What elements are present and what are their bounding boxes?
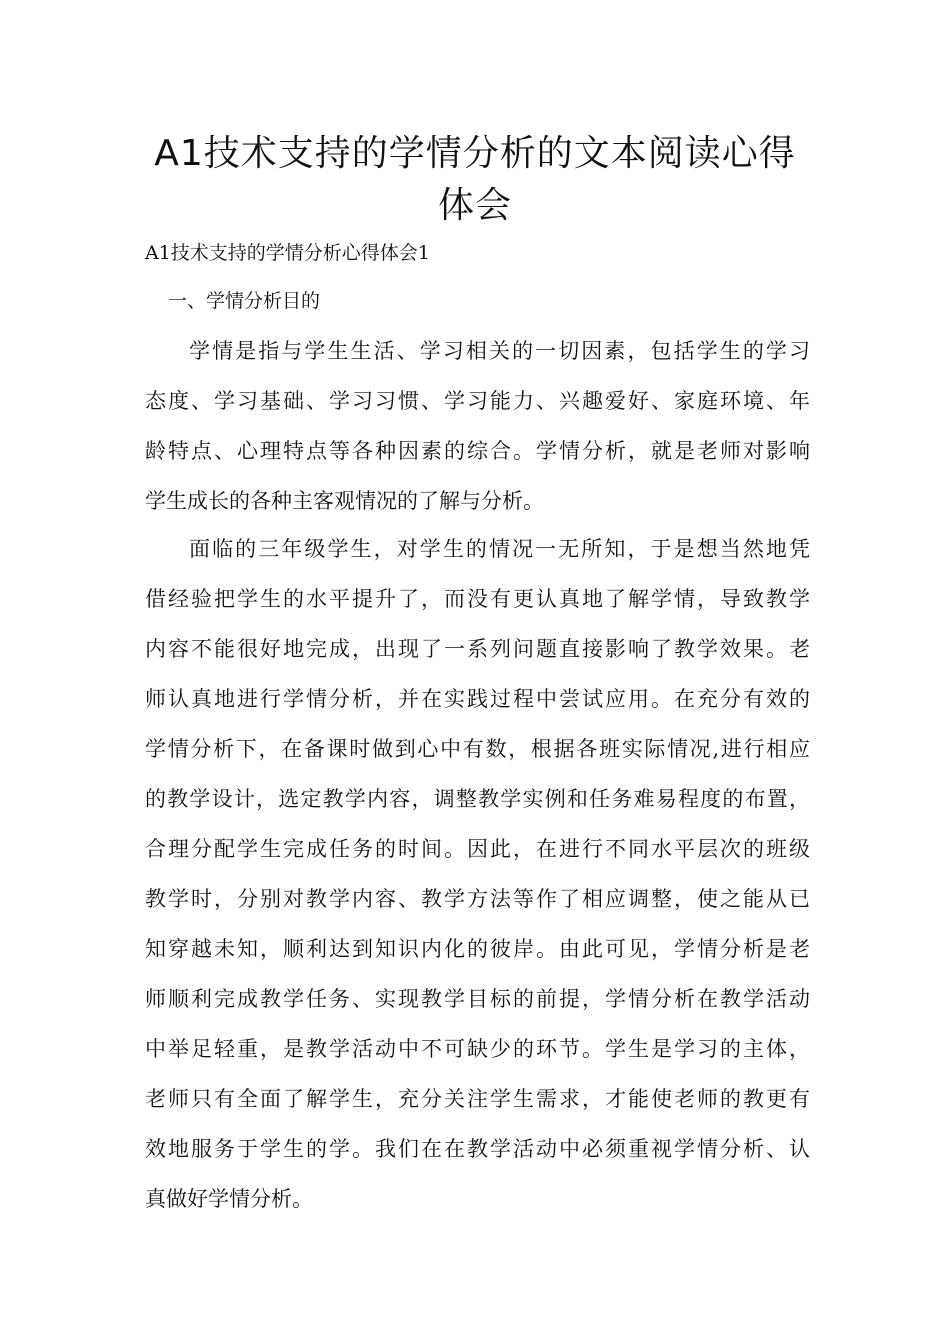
- paragraph-1: [145, 334, 810, 534]
- paragraph-line: 龄特点、心理特点等各种因素的综合。学情分析，就是老师对影响: [145, 439, 810, 463]
- section-heading: 一、学情分析目的: [168, 290, 321, 312]
- paragraph-line: 合理分配学生完成任务的时间。因此，在进行不同水平层次的班级: [145, 837, 810, 861]
- paragraph-line: 学情是指与学生生活、学习相关的一切因素，包括学生的学习: [189, 339, 810, 363]
- paragraph-line: 的教学设计，选定教学内容，调整教学实例和任务难易程度的布置，: [145, 787, 810, 811]
- paragraph-line: 效地服务于学生的学。我们在在教学活动中必须重视学情分析、认: [145, 1137, 810, 1161]
- document-title-line1: A1技术支持的学情分析的文本阅读心得: [154, 133, 796, 174]
- document-subtitle: A1技术支持的学情分析心得体会1: [145, 242, 430, 264]
- document-title-line2: 体会: [437, 185, 512, 226]
- paragraph-line: 态度、学习基础、学习习惯、学习能力、兴趣爱好、家庭环境、年: [145, 389, 810, 413]
- paragraph-line: 师认真地进行学情分析，并在实践过程中尝试应用。在充分有效的: [145, 687, 810, 711]
- paragraph-line: 借经验把学生的水平提升了，而没有更认真地了解学情，导致教学: [145, 587, 810, 611]
- paragraph-line: 面临的三年级学生，对学生的情况一无所知，于是想当然地凭: [189, 537, 810, 561]
- paragraph-line: 中举足轻重，是教学活动中不可缺少的环节。学生是学习的主体，: [145, 1037, 810, 1061]
- paragraph-line: 内容不能很好地完成，出现了一系列问题直接影响了教学效果。老: [145, 637, 810, 661]
- paragraph-line: 真做好学情分析。: [145, 1187, 313, 1211]
- paragraph-line: 师顺利完成教学任务、实现教学目标的前提，学情分析在教学活动: [145, 987, 810, 1011]
- paragraph-line: 教学时，分别对教学内容、教学方法等作了相应调整，使之能从已: [145, 887, 810, 911]
- paragraph-line: 学情分析下，在备课时做到心中有数，根据各班实际情况,进行相应: [145, 737, 810, 761]
- paragraph-line: 知穿越未知，顺利达到知识内化的彼岸。由此可见，学情分析是老: [145, 937, 810, 961]
- paragraph-line: 学生成长的各种主客观情况的了解与分析。: [145, 489, 544, 513]
- paragraph-2: [145, 532, 810, 1232]
- paragraph-line: 老师只有全面了解学生，充分关注学生需求，才能使老师的教更有: [145, 1087, 810, 1111]
